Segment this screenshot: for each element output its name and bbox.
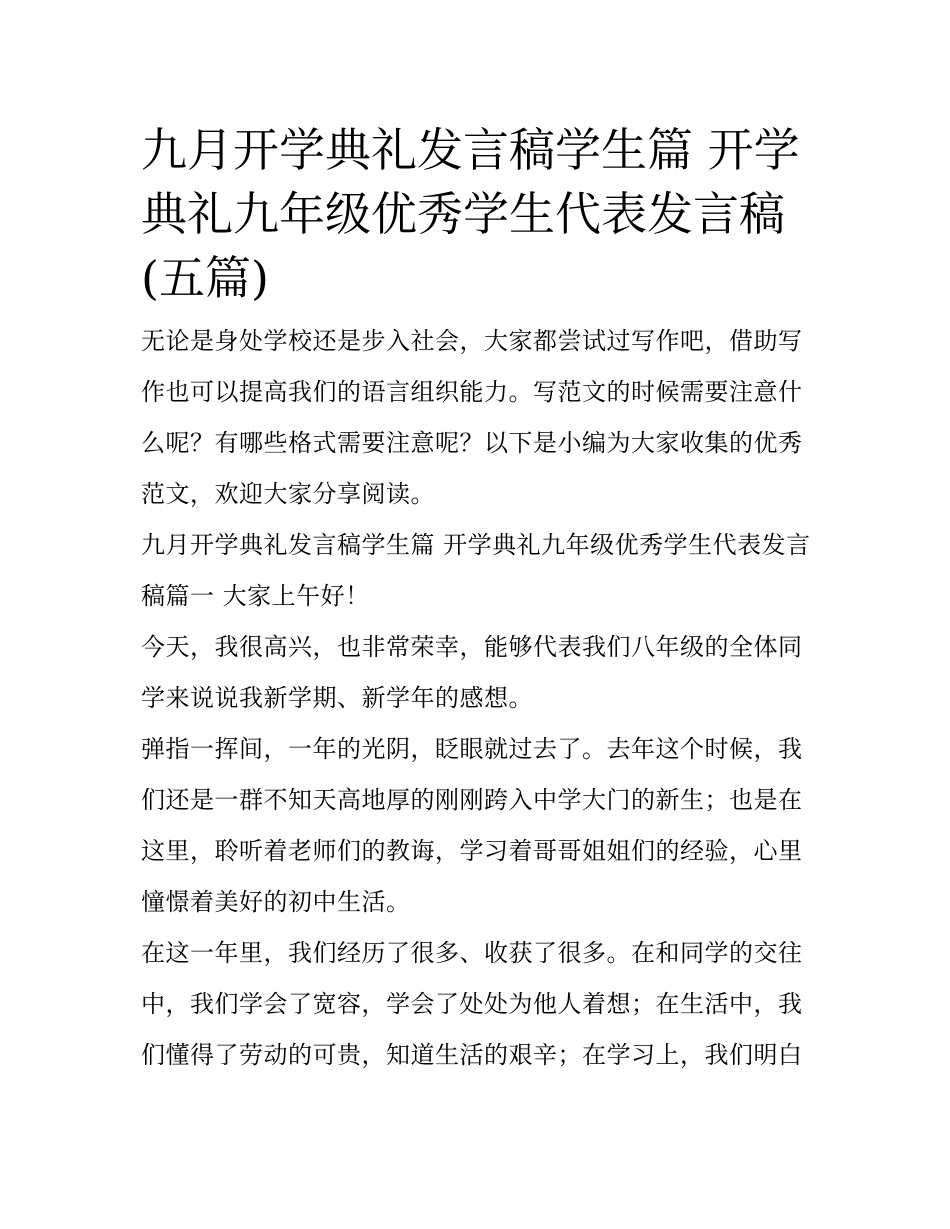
document-body — [141, 118, 813, 1081]
document-title: 九月开学典礼发言稿学生篇 开学典礼九年级优秀学生代表发言稿(五篇) — [141, 123, 800, 305]
paragraph-intro: 无论是身处学校还是步入社会，大家都尝试过写作吧，借助写作也可以提高我们的语言组织能力。写范文的时候需要注意什么呢？有哪些格式需要注意呢？以下是小编为大家收集的优秀范文，欢迎大家分享阅读。 — [141, 327, 803, 508]
paragraph-memory: 弹指一挥间，一年的光阴，眨眼就过去了。去年这个时候，我们还是一群不知天高地厚的刚刚跨入中学大门的新生；也是在这里，聆听着老师们的教诲，学习着哥哥姐姐们的经验，心里憧憬着美好的初中生活。 — [141, 735, 803, 916]
paragraph-year-review: 在这一年里，我们经历了很多、收获了很多。在和同学的交往中，我们学会了宽容，学会了处处为他人着想；在生活中，我们懂得了劳动的可贵，知道生活的艰辛；在学习上，我们明白 — [141, 939, 803, 1069]
paragraph-heading-one: 九月开学典礼发言稿学生篇 开学典礼九年级优秀学生代表发言稿篇一 大家上午好！ — [141, 531, 811, 610]
paragraph-greeting: 今天，我很高兴，也非常荣幸，能够代表我们八年级的全体同学来说说我新学期、新学年的感想。 — [141, 633, 803, 712]
